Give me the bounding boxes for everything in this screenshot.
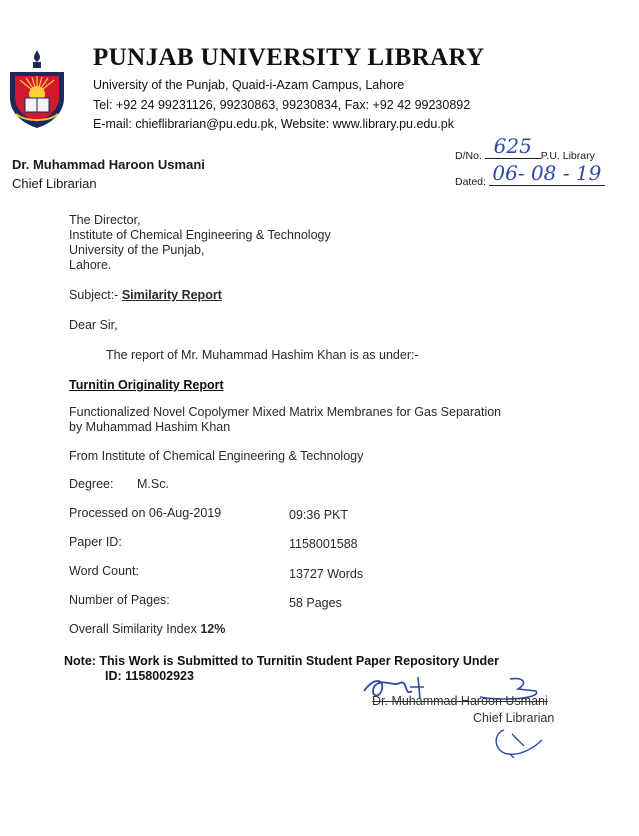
processed-label: Processed on 06-Aug-2019 bbox=[69, 506, 222, 520]
sender-name: Dr. Muhammad Haroon Usmani bbox=[12, 157, 205, 172]
paper-id-value: 1158001588 bbox=[289, 537, 358, 551]
word-count-value: 13727 Words bbox=[289, 567, 364, 581]
recipient-line-4: Lahore. bbox=[69, 258, 112, 272]
processed-value: 09:36 PKT bbox=[289, 508, 349, 522]
report-heading: Turnitin Originality Report bbox=[69, 378, 224, 392]
dated-handwritten: 06- 08 - 19 bbox=[492, 161, 602, 185]
email-line: E-mail: chieflibrarian@pu.edu.pk, Website: www.library.pu.edu.pk bbox=[93, 117, 454, 131]
institute-line: From Institute of Chemical Engineering & Technology bbox=[69, 449, 364, 463]
similarity-row bbox=[69, 622, 225, 636]
recipient-line-3: University of the Punjab, bbox=[69, 243, 205, 257]
university-emblem bbox=[6, 48, 68, 130]
recipient-line-2: Institute of Chemical Engineering & Technology bbox=[69, 228, 331, 242]
degree-value: M.Sc. bbox=[136, 477, 169, 491]
thesis-title-line-1: Functionalized Novel Copolymer Mixed Matrix Membranes for Gas Separation bbox=[69, 405, 502, 419]
similarity-label: Overall Similarity Index bbox=[69, 622, 197, 636]
subject-label: Subject:- bbox=[69, 288, 119, 302]
dno-handwritten: 625 bbox=[493, 134, 532, 158]
thesis-title-line-2: by Muhammad Hashim Khan bbox=[69, 420, 231, 434]
subject-line bbox=[69, 288, 222, 302]
signature-role: Chief Librarian bbox=[473, 711, 555, 725]
note-line-1: Note: This Work is Submitted to Turnitin Student Paper Repository Under bbox=[64, 654, 499, 668]
sender-role: Chief Librarian bbox=[12, 176, 97, 191]
phone-line: Tel: +92 24 99231126, 99230863, 99230834, Fax: +92 42 99230892 bbox=[93, 98, 471, 112]
library-title: PUNJAB UNIVERSITY LIBRARY bbox=[93, 44, 485, 71]
recipient-line-1: The Director, bbox=[69, 213, 141, 227]
salutation: Dear Sir, bbox=[69, 318, 118, 332]
dated-label: Dated: bbox=[455, 176, 486, 188]
note-line-2: ID: 1158002923 bbox=[105, 669, 194, 683]
dno-suffix: P.U. Library bbox=[540, 150, 595, 162]
intro-line: The report of Mr. Muhammad Hashim Khan is as under:- bbox=[106, 348, 419, 362]
dno-label: D/No. bbox=[455, 150, 482, 162]
degree-row bbox=[69, 477, 169, 491]
subject-value: Similarity Report bbox=[121, 288, 222, 302]
pages-label: Number of Pages: bbox=[69, 593, 170, 607]
signature-name: Dr. Muhammad Haroon Usmani bbox=[372, 694, 548, 708]
signature-flourish bbox=[490, 724, 550, 760]
degree-label: Degree: bbox=[69, 477, 114, 491]
similarity-value: 12% bbox=[200, 622, 226, 636]
word-count-label: Word Count: bbox=[69, 564, 139, 578]
paper-id-label: Paper ID: bbox=[69, 535, 122, 549]
dated-row bbox=[455, 161, 605, 191]
pages-value: 58 Pages bbox=[289, 596, 342, 610]
address-line: University of the Punjab, Quaid-i-Azam Campus, Lahore bbox=[93, 78, 405, 92]
